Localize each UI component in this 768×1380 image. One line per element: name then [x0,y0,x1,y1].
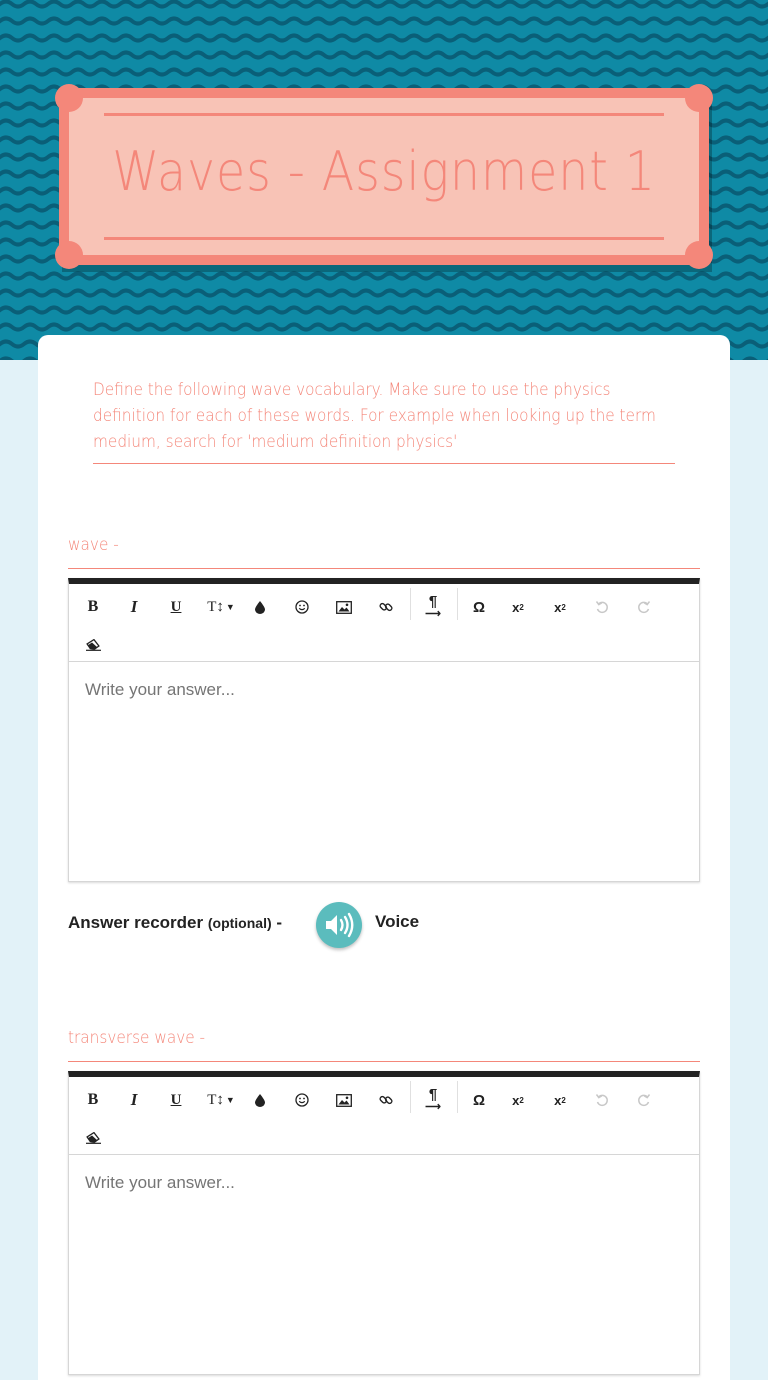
wave-line [0,291,768,296]
superscript-button[interactable] [543,590,577,624]
rich-text-editor [68,578,700,882]
subscript-base: x [512,1092,520,1108]
superscript-base: x [554,599,562,615]
speaker-icon [324,912,354,938]
question-block [68,532,700,882]
underline-button[interactable]: U [170,1091,182,1108]
instructions-divider [93,463,675,464]
answer-recorder [68,900,568,950]
banner-corner [685,84,713,112]
redo-icon [637,600,651,614]
editor-toolbar [69,1077,699,1155]
text-color-button[interactable] [243,590,277,624]
banner-corner [685,241,713,269]
toolbar-separator [457,588,458,620]
banner-line [104,237,664,240]
question-label: wave - [68,535,119,555]
special-character-button[interactable]: Ω [472,1091,486,1109]
superscript-button[interactable] [543,1083,577,1117]
arrow-right-icon: ⟶ [425,608,441,620]
wave-line [0,308,768,313]
answer-area [69,1155,699,1374]
banner-corner [55,241,83,269]
text-size-button[interactable] [201,1083,241,1117]
wave-line [0,19,768,24]
undo-button[interactable] [585,1083,619,1117]
toolbar-separator [410,1081,411,1113]
bold-button[interactable]: B [87,598,99,615]
italic-button[interactable]: I [130,1090,138,1109]
wave-line [0,325,768,330]
toolbar-separator [410,588,411,620]
clear-formatting-button[interactable] [76,628,110,662]
editor-toolbar [69,584,699,662]
redo-button[interactable] [627,590,661,624]
image-icon [336,601,352,614]
arrow-right-icon: ⟶ [425,1101,441,1113]
recorder-optional: (optional) [207,915,272,931]
recorder-label [68,913,282,933]
title-banner [59,88,709,265]
answer-input[interactable] [85,680,683,700]
worksheet-card [38,335,730,1380]
text-size-button[interactable] [201,590,241,624]
redo-icon [637,1093,651,1107]
recorder-title: Answer recorder [68,913,204,932]
toolbar-separator [457,1081,458,1113]
wave-line [0,2,768,7]
link-icon [379,600,393,614]
droplet-icon [255,601,265,614]
bold-button[interactable]: B [87,1091,99,1108]
subscript-button[interactable] [501,590,535,624]
answer-area [69,662,699,881]
eraser-icon [86,639,101,651]
italic-button[interactable]: I [130,597,138,616]
paragraph-icon: ¶ [428,1086,438,1103]
image-icon [336,1094,352,1107]
banner-line [104,113,664,116]
smile-icon [295,1093,309,1107]
undo-button[interactable] [585,590,619,624]
recorder-dash: - [276,913,283,932]
banner-corner [55,84,83,112]
subscript-mark: 2 [519,602,524,612]
superscript-base: x [554,1092,562,1108]
question-divider [68,568,700,569]
wave-line [0,53,768,58]
superscript-mark: 2 [561,1095,566,1105]
paragraph-button[interactable] [416,590,450,624]
text-size-label: T↕ [207,1091,224,1108]
link-icon [379,1093,393,1107]
clear-formatting-button[interactable] [76,1121,110,1155]
banner-inner [69,98,699,255]
answer-input[interactable] [85,1173,683,1193]
undo-icon [595,1093,609,1107]
insert-link-button[interactable] [369,1083,403,1117]
wave-line [0,36,768,41]
caret-down-icon: ▼ [225,1095,235,1105]
page-title: Waves - Assignment 1 [112,140,656,203]
insert-image-button[interactable] [327,1083,361,1117]
special-character-button[interactable]: Ω [472,598,486,616]
voice-record-button[interactable] [316,902,362,948]
paragraph-button[interactable] [416,1083,450,1117]
eraser-icon [86,1132,101,1144]
text-size-label: T↕ [207,598,224,615]
paragraph-icon: ¶ [428,593,438,610]
droplet-icon [255,1094,265,1107]
question-block [68,1025,700,1375]
wave-line [0,70,768,75]
voice-label: Voice [375,912,420,931]
underline-button[interactable]: U [170,598,182,615]
emoji-button[interactable] [285,1083,319,1117]
wave-line [0,274,768,279]
insert-image-button[interactable] [327,590,361,624]
undo-icon [595,600,609,614]
subscript-base: x [512,599,520,615]
smile-icon [295,600,309,614]
subscript-button[interactable] [501,1083,535,1117]
insert-link-button[interactable] [369,590,403,624]
text-color-button[interactable] [243,1083,277,1117]
subscript-mark: 2 [519,1095,524,1105]
question-label: transverse wave - [68,1028,206,1048]
caret-down-icon: ▼ [225,602,235,612]
redo-button[interactable] [627,1083,661,1117]
emoji-button[interactable] [285,590,319,624]
rich-text-editor [68,1071,700,1375]
instructions-text: Define the following wave vocabulary. Make sure to use the physics definition for each of these words. For example when looking up the term medium, search for 'medium definition physics' [93,380,656,452]
question-divider [68,1061,700,1062]
superscript-mark: 2 [561,602,566,612]
